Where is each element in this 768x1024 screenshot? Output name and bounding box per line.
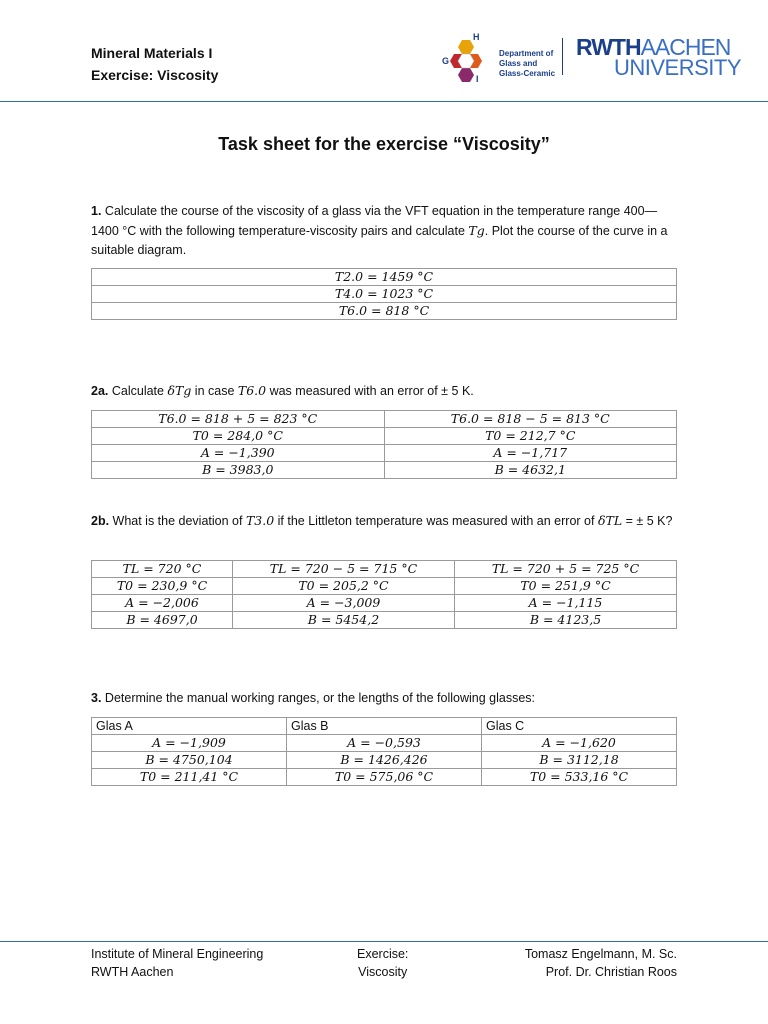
table-cell: T0 = 212,7 °C [384,428,677,445]
rwth-logo [576,34,742,80]
table-row [92,612,677,629]
exercise-title: Exercise: Viscosity [91,67,219,83]
table-cell: B = 4123,5 [454,612,676,629]
task-3-table [91,717,677,786]
department-name: Department of Glass and Glass-Ceramic [499,49,556,78]
table-cell: T0 = 575,06 °C [287,769,482,786]
t30-symbol: T3.0 [245,513,275,528]
table-cell: B = 4632,1 [384,462,677,479]
course-title: Mineral Materials I [91,45,213,61]
rwth-logo-university: UNIVERSITY [614,55,742,80]
table-header-cell: Glas C [482,718,677,735]
table-cell: B = 3983,0 [92,462,385,479]
page-header [0,0,768,103]
task-3-number: 3. [91,691,102,705]
logo-letter-g: G [442,56,450,66]
table-cell: A = −1,717 [384,445,677,462]
table-header-cell: Glas A [92,718,287,735]
table-cell: T2.0 = 1459 °C [92,269,677,286]
table-row [92,428,677,445]
table-cell: B = 3112,18 [482,752,677,769]
table-cell: T6.0 = 818 + 5 = 823 °C [92,411,385,428]
task-2a-text: 2a. Calculate δTg in case T6.0 was measured with an error of ± 5 K. [91,383,474,398]
table-row [92,735,677,752]
header-divider [0,101,768,102]
tg-symbol: Tg [468,223,485,238]
footer-institute: Institute of Mineral Engineering RWTH Aachen [91,947,264,979]
table-header-cell: Glas B [287,718,482,735]
table-row [92,411,677,428]
table-cell: A = −1,620 [482,735,677,752]
table-cell: B = 5454,2 [232,612,454,629]
table-row [92,269,677,286]
table-row [92,752,677,769]
table-row [92,578,677,595]
logo-letter-i: I [476,74,479,82]
table-row [92,286,677,303]
table-cell: B = 4750,104 [92,752,287,769]
table-cell: A = −1,909 [92,735,287,752]
table-row [92,769,677,786]
table-cell: T0 = 205,2 °C [232,578,454,595]
table-cell: B = 4697,0 [92,612,233,629]
task-2a-table [91,410,677,479]
table-cell: A = −3,009 [232,595,454,612]
table-cell: A = −2,006 [92,595,233,612]
rwth-logo-bold: RWTH [576,34,641,60]
table-header-row [92,718,677,735]
table-cell: T6.0 = 818 − 5 = 813 °C [384,411,677,428]
page-title: Task sheet for the exercise “Viscosity” [218,134,550,154]
task-2b-number: 2b. [91,514,110,528]
footer-authors: Tomasz Engelmann, M. Sc. Prof. Dr. Christian Roos [524,947,677,979]
task-1-table [91,268,677,320]
table-cell: A = −1,115 [454,595,676,612]
footer-divider [0,941,768,942]
table-cell: T6.0 = 818 °C [92,303,677,320]
table-cell: TL = 720 + 5 = 725 °C [454,561,676,578]
course-info [91,42,218,86]
table-cell: T4.0 = 1023 °C [92,286,677,303]
task-2b-text: 2b. What is the deviation of T3.0 if the Littleton temperature was measured with an error of δTL = ± 5 K? [91,513,673,528]
table-row [92,595,677,612]
table-cell: TL = 720 − 5 = 715 °C [232,561,454,578]
task-3-text: 3. Determine the manual working ranges, or the lengths of the following glasses: [91,691,536,705]
rwth-logo-aachen: AACHEN [640,34,731,60]
task-1-text: 1. Calculate the course of the viscosity of a glass via the VFT equation in the temperature range 400—1400 °C with the following temperature-viscosity pairs and calculate Tg. Plot the course of the curve in a suitable diagram. [91,204,668,257]
table-row [92,462,677,479]
t60-symbol: T6.0 [237,383,267,398]
table-row [92,303,677,320]
table-row [92,445,677,462]
table-cell: T0 = 284,0 °C [92,428,385,445]
logo-letter-h: H [473,32,480,42]
task-1-number: 1. [91,204,102,218]
logo-divider [562,38,563,75]
table-cell: T0 = 251,9 °C [454,578,676,595]
table-cell: B = 1426,426 [287,752,482,769]
task-2b-table [91,560,677,629]
task-2a-number: 2a. [91,384,109,398]
dtg-symbol: δTg [167,383,192,398]
table-cell: A = −1,390 [92,445,385,462]
table-cell: T0 = 533,16 °C [482,769,677,786]
table-row [92,561,677,578]
dtl-symbol: δTL [597,513,623,528]
footer-exercise: Exercise: Viscosity [357,947,409,979]
table-cell: TL = 720 °C [92,561,233,578]
table-cell: T0 = 230,9 °C [92,578,233,595]
table-cell: T0 = 211,41 °C [92,769,287,786]
table-cell: A = −0,593 [287,735,482,752]
